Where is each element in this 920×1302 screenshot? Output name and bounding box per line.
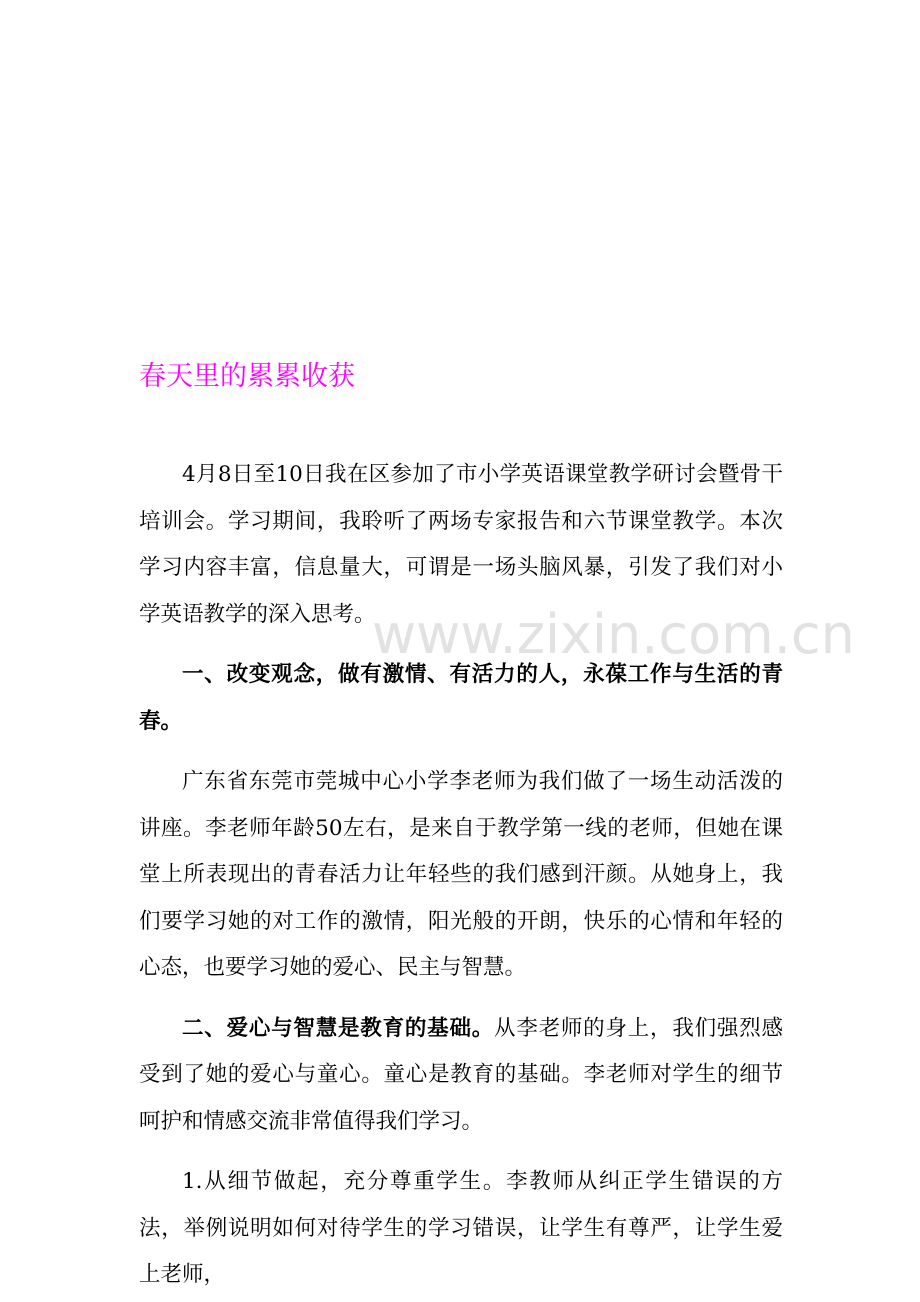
section-1-text: 广东省东莞市莞城中心小学李老师为我们做了一场生动活泼的讲座。李老师年龄50左右，是来自于教学第一线的老师，但她在课堂上所表现出的青春活力让年轻些的我们感到汗颜。从她身上，我们要学习她的对工作的激情，阳光般的开朗，快乐的心情和年轻的心态，也要学习她的爱心、民主与智慧。 xyxy=(139,769,783,980)
subsection-1-paragraph xyxy=(139,1159,783,1299)
document-body xyxy=(139,452,783,1299)
section-2-text: 从李老师的身上，我们强烈感受到了她的爱心与童心。童心是教育的基础。李老师对学生的细节呵护和情感交流非常值得我们学习。 xyxy=(139,1015,783,1134)
document-title: 春天里的累累收获 xyxy=(139,361,355,392)
section-2-heading-text: 二、爱心与智慧是教育的基础。 xyxy=(182,1015,495,1041)
watermark: www.zixin.com.cn xyxy=(372,603,855,666)
subsection-1-text: 1.从细节做起，充分尊重学生。李教师从纠正学生错误的方法，举例说明如何对待学生的学习错误，让学生有尊严，让学生爱上老师， xyxy=(139,1169,783,1287)
section-1-paragraph xyxy=(139,759,783,992)
section-2-paragraph xyxy=(139,1006,783,1146)
intro-paragraph xyxy=(139,452,783,638)
intro-text: 4月8日至10日我在区参加了市小学英语课堂教学研讨会暨骨干培训会。学习期间，我聆听了两场专家报告和六节课堂教学。本次学习内容丰富，信息量大，可谓是一场头脑风暴，引发了我们对小学英语教学的深入思考。 xyxy=(139,462,783,627)
section-1-heading-text: 一、改变观念，做有激情、有活力的人，永葆工作与生活的青春。 xyxy=(139,662,783,734)
section-1-heading xyxy=(139,652,783,745)
